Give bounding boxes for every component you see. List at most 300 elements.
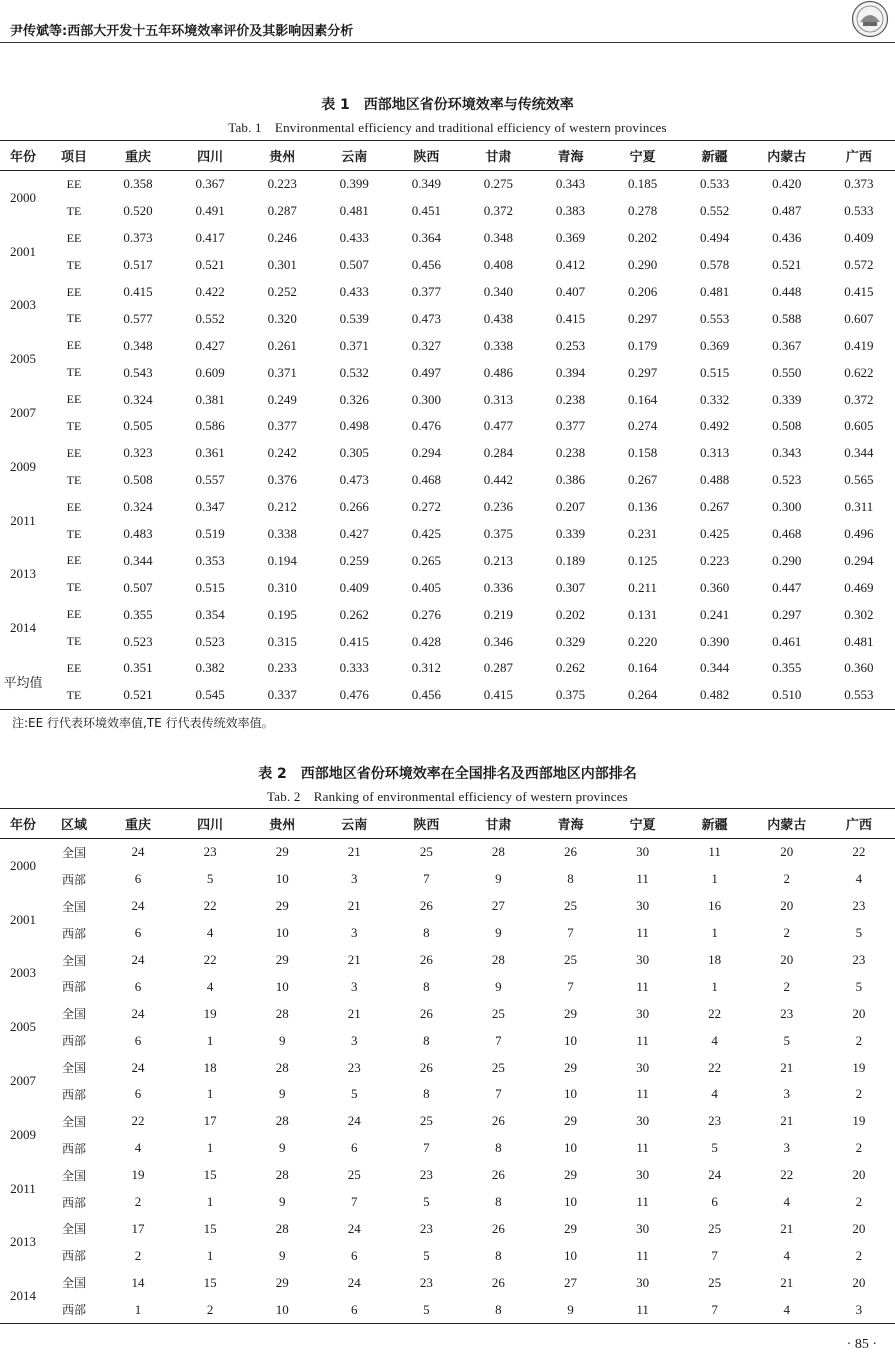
value-cell: 0.447 xyxy=(772,579,802,595)
value-cell: 7 xyxy=(711,1301,718,1317)
value-cell: 11 xyxy=(636,1194,649,1210)
value-cell: 0.412 xyxy=(555,257,586,273)
value-cell: 15 xyxy=(203,1167,217,1183)
value-cell: 6 xyxy=(134,978,142,994)
item-cell: TE xyxy=(66,526,82,541)
item-cell: TE xyxy=(66,418,82,433)
table-row xyxy=(0,171,895,198)
value-cell: 29 xyxy=(564,1005,577,1021)
value-cell: 8 xyxy=(423,1032,430,1048)
year-cell: 2001 xyxy=(10,243,36,259)
value-cell: 9 xyxy=(495,871,502,887)
item-cell: EE xyxy=(66,176,82,191)
value-cell: 0.473 xyxy=(339,472,369,488)
value-cell: 8 xyxy=(423,925,430,941)
value-cell: 0.315 xyxy=(267,633,297,649)
table-row xyxy=(0,1135,895,1162)
value-cell: 0.219 xyxy=(483,606,514,622)
value-cell: 25 xyxy=(564,898,577,914)
value-cell: 20 xyxy=(852,1220,866,1236)
value-cell: 30 xyxy=(636,1220,650,1236)
column-header: 四川 xyxy=(197,150,224,165)
value-cell: 0.476 xyxy=(339,687,369,703)
value-cell: 21 xyxy=(347,898,361,914)
value-cell: 0.433 xyxy=(339,230,369,246)
column-header: 宁夏 xyxy=(629,818,656,833)
item-cell: TE xyxy=(66,634,82,649)
value-cell: 11 xyxy=(636,978,649,994)
value-cell: 8 xyxy=(495,1140,502,1156)
value-cell: 7 xyxy=(423,871,430,887)
value-cell: 26 xyxy=(491,1274,505,1290)
value-cell: 5 xyxy=(423,1301,430,1317)
value-cell: 1 xyxy=(711,871,718,887)
item-cell: EE xyxy=(66,392,82,407)
value-cell: 26 xyxy=(491,1113,505,1129)
value-cell: 30 xyxy=(636,1113,650,1129)
value-cell: 0.442 xyxy=(483,472,514,488)
value-cell: 30 xyxy=(636,1059,650,1075)
value-cell: 0.609 xyxy=(195,364,225,380)
value-cell: 3 xyxy=(351,1032,358,1048)
value-cell: 2 xyxy=(855,1247,863,1263)
value-cell: 0.507 xyxy=(339,257,369,273)
value-cell: 0.373 xyxy=(123,230,153,246)
value-cell: 0.494 xyxy=(700,230,730,246)
column-header: 新疆 xyxy=(701,818,728,833)
value-cell: 11 xyxy=(636,1247,649,1263)
value-cell: 9 xyxy=(278,1032,286,1048)
value-cell: 30 xyxy=(636,1005,650,1021)
value-cell: 0.369 xyxy=(555,230,586,246)
column-header: 新疆 xyxy=(701,150,728,165)
year-cell: 2000 xyxy=(10,857,36,873)
value-cell: 0.415 xyxy=(555,310,586,326)
value-cell: 0.164 xyxy=(627,660,658,676)
table1-caption-cn: 表 1 西部地区省份环境效率与传统效率 xyxy=(321,97,574,113)
value-cell: 0.305 xyxy=(339,445,369,461)
table-row xyxy=(0,947,895,974)
value-cell: 0.290 xyxy=(627,257,658,273)
table-row xyxy=(0,547,895,574)
value-cell: 10 xyxy=(275,1301,289,1317)
value-cell: 0.523 xyxy=(123,633,153,649)
value-cell: 0.338 xyxy=(267,526,297,542)
table-row xyxy=(0,1215,895,1242)
value-cell: 6 xyxy=(134,1032,142,1048)
value-cell: 0.326 xyxy=(339,391,369,407)
value-cell: 0.469 xyxy=(844,579,874,595)
table1-header-row xyxy=(0,141,895,171)
value-cell: 0.505 xyxy=(123,418,153,434)
column-header: 广西 xyxy=(845,818,872,833)
value-cell: 24 xyxy=(131,898,145,914)
value-cell: 0.339 xyxy=(772,391,802,407)
value-cell: 0.361 xyxy=(195,445,225,461)
value-cell: 10 xyxy=(564,1247,577,1263)
value-cell: 6 xyxy=(711,1194,718,1210)
value-cell: 24 xyxy=(347,1220,361,1236)
value-cell: 0.515 xyxy=(700,364,730,380)
value-cell: 0.324 xyxy=(123,499,153,515)
value-cell: 24 xyxy=(347,1274,361,1290)
year-cell: 2009 xyxy=(10,1126,36,1142)
column-header: 广西 xyxy=(845,150,872,165)
value-cell: 0.213 xyxy=(483,552,514,568)
year-cell: 2013 xyxy=(10,566,36,582)
value-cell: 0.294 xyxy=(411,445,441,461)
value-cell: 0.383 xyxy=(555,203,586,219)
value-cell: 0.364 xyxy=(411,230,441,246)
value-cell: 0.519 xyxy=(195,526,225,542)
value-cell: 6 xyxy=(134,1086,142,1102)
column-header: 年份 xyxy=(9,818,36,833)
value-cell: 2 xyxy=(206,1301,214,1317)
value-cell: 0.340 xyxy=(483,284,514,299)
value-cell: 0.297 xyxy=(627,364,658,380)
running-head: 尹传斌等:西部大开发十五年环境效率评价及其影响因素分析 xyxy=(10,24,354,39)
value-cell: 7 xyxy=(351,1194,358,1210)
item-cell: 全国 xyxy=(61,1168,86,1183)
value-cell: 0.223 xyxy=(267,176,297,192)
year-cell: 2011 xyxy=(10,1180,36,1196)
value-cell: 7 xyxy=(495,1086,502,1102)
table-row xyxy=(0,682,895,709)
value-cell: 15 xyxy=(203,1220,217,1236)
table-row xyxy=(0,1054,895,1081)
value-cell: 0.425 xyxy=(700,526,730,542)
value-cell: 0.262 xyxy=(555,660,586,676)
value-cell: 3 xyxy=(783,1140,790,1156)
value-cell: 3 xyxy=(351,871,358,887)
item-cell: 西部 xyxy=(61,1303,86,1318)
value-cell: 0.372 xyxy=(483,203,514,219)
value-cell: 0.290 xyxy=(772,552,802,568)
year-cell: 2013 xyxy=(10,1234,36,1250)
value-cell: 0.545 xyxy=(195,687,225,703)
value-cell: 9 xyxy=(278,1140,286,1156)
value-cell: 0.521 xyxy=(123,687,153,703)
column-header: 区域 xyxy=(60,818,87,833)
value-cell: 0.461 xyxy=(772,633,802,649)
value-cell: 0.136 xyxy=(627,499,658,515)
column-header: 重庆 xyxy=(125,818,152,833)
value-cell: 1 xyxy=(206,1032,214,1048)
value-cell: 0.491 xyxy=(195,203,225,219)
value-cell: 0.266 xyxy=(339,499,369,515)
table1-caption-en: Tab. 1 Environmental efficiency and traditional efficiency of western provinces xyxy=(228,120,667,135)
value-cell: 0.360 xyxy=(700,579,730,595)
value-cell: 2 xyxy=(783,925,790,941)
value-cell: 20 xyxy=(852,1005,866,1021)
value-cell: 0.381 xyxy=(195,391,225,407)
value-cell: 23 xyxy=(419,1167,433,1183)
value-cell: 21 xyxy=(780,1059,794,1075)
value-cell: 4 xyxy=(206,925,214,941)
column-header: 陕西 xyxy=(413,818,440,833)
value-cell: 0.482 xyxy=(700,687,730,703)
table-row xyxy=(0,920,895,947)
column-header: 重庆 xyxy=(125,150,152,165)
table-row xyxy=(0,973,895,1000)
value-cell: 25 xyxy=(491,1005,505,1021)
value-cell: 0.425 xyxy=(411,526,441,542)
value-cell: 0.477 xyxy=(483,418,514,434)
column-header: 青海 xyxy=(557,150,584,165)
value-cell: 0.622 xyxy=(844,364,874,380)
value-cell: 2 xyxy=(783,978,790,994)
value-cell: 0.253 xyxy=(555,337,586,353)
value-cell: 0.553 xyxy=(844,687,874,703)
table-row xyxy=(0,413,895,440)
value-cell: 25 xyxy=(419,1113,433,1129)
value-cell: 22 xyxy=(852,844,866,860)
value-cell: 0.578 xyxy=(700,257,730,273)
value-cell: 0.343 xyxy=(772,445,802,461)
value-cell: 21 xyxy=(347,1005,361,1021)
table-row xyxy=(0,655,895,682)
value-cell: 0.487 xyxy=(772,203,802,219)
table2-header-row xyxy=(0,809,895,839)
value-cell: 0.284 xyxy=(483,445,514,461)
value-cell: 7 xyxy=(567,978,574,994)
value-cell: 0.533 xyxy=(844,203,874,219)
value-cell: 0.238 xyxy=(555,445,586,461)
value-cell: 0.238 xyxy=(555,391,586,407)
table-row xyxy=(0,252,895,279)
table-row xyxy=(0,601,895,628)
value-cell: 10 xyxy=(564,1140,577,1156)
value-cell: 0.456 xyxy=(411,257,441,273)
item-cell: 全国 xyxy=(61,1276,86,1291)
year-cell: 2003 xyxy=(10,965,36,981)
year-cell: 2001 xyxy=(10,911,36,927)
value-cell: 1 xyxy=(206,1140,214,1156)
value-cell: 0.336 xyxy=(483,579,514,595)
value-cell: 10 xyxy=(564,1086,577,1102)
value-cell: 0.371 xyxy=(267,364,297,380)
value-cell: 11 xyxy=(636,871,649,887)
value-cell: 11 xyxy=(708,844,721,860)
item-cell: EE xyxy=(66,660,82,675)
year-cell: 2005 xyxy=(10,1019,36,1035)
column-header: 内蒙古 xyxy=(767,150,807,165)
table-row xyxy=(0,386,895,413)
item-cell: TE xyxy=(66,687,82,702)
table2-caption-cn: 表 2 西部地区省份环境效率在全国排名及西部地区内部排名 xyxy=(258,766,637,782)
value-cell: 27 xyxy=(564,1274,577,1290)
value-cell: 7 xyxy=(423,1140,430,1156)
column-header: 云南 xyxy=(341,818,368,833)
value-cell: 19 xyxy=(852,1059,866,1075)
value-cell: 0.510 xyxy=(772,687,802,703)
value-cell: 18 xyxy=(203,1059,217,1075)
item-cell: EE xyxy=(66,230,82,245)
value-cell: 4 xyxy=(711,1032,718,1048)
value-cell: 0.231 xyxy=(627,526,658,542)
journal-seal-icon xyxy=(851,0,889,38)
value-cell: 26 xyxy=(491,1167,505,1183)
item-cell: 全国 xyxy=(61,1061,86,1076)
table-row xyxy=(0,1000,895,1027)
value-cell: 30 xyxy=(636,898,650,914)
item-cell: TE xyxy=(66,257,82,272)
value-cell: 0.337 xyxy=(267,687,297,703)
value-cell: 0.577 xyxy=(123,310,153,326)
value-cell: 0.207 xyxy=(555,499,586,515)
value-cell: 1 xyxy=(206,1194,214,1210)
value-cell: 0.417 xyxy=(195,230,225,246)
value-cell: 0.517 xyxy=(123,257,153,273)
value-cell: 0.407 xyxy=(555,284,586,299)
column-header: 甘肃 xyxy=(485,150,512,165)
page-number: · 85 · xyxy=(846,1337,877,1352)
table-row xyxy=(0,1242,895,1269)
value-cell: 0.344 xyxy=(700,660,730,676)
value-cell: 6 xyxy=(134,871,142,887)
value-cell: 0.438 xyxy=(483,310,514,326)
value-cell: 23 xyxy=(419,1220,433,1236)
item-cell: 西部 xyxy=(61,1034,86,1049)
value-cell: 0.394 xyxy=(555,364,586,380)
value-cell: 20 xyxy=(780,952,794,967)
value-cell: 0.390 xyxy=(700,633,730,649)
value-cell: 26 xyxy=(564,844,577,860)
table1 xyxy=(0,140,895,710)
value-cell: 0.373 xyxy=(844,176,874,192)
value-cell: 0.212 xyxy=(267,499,297,515)
value-cell: 5 xyxy=(423,1247,430,1263)
value-cell: 21 xyxy=(780,1274,794,1290)
value-cell: 4 xyxy=(783,1247,790,1263)
value-cell: 0.348 xyxy=(483,230,514,246)
value-cell: 5 xyxy=(423,1194,430,1210)
table-row xyxy=(0,359,895,386)
value-cell: 0.347 xyxy=(195,499,225,515)
value-cell: 27 xyxy=(491,898,505,914)
value-cell: 0.125 xyxy=(627,552,658,568)
value-cell: 3 xyxy=(783,1086,790,1102)
value-cell: 0.521 xyxy=(195,257,225,273)
value-cell: 0.605 xyxy=(844,418,874,434)
value-cell: 0.586 xyxy=(195,418,225,434)
table-row xyxy=(0,1081,895,1108)
value-cell: 0.275 xyxy=(483,176,514,192)
value-cell: 7 xyxy=(495,1032,502,1048)
item-cell: 全国 xyxy=(61,899,86,914)
value-cell: 0.360 xyxy=(844,660,874,676)
item-cell: 全国 xyxy=(61,845,86,860)
value-cell: 0.206 xyxy=(627,284,658,299)
value-cell: 0.300 xyxy=(411,391,441,407)
value-cell: 4 xyxy=(855,871,863,887)
value-cell: 0.252 xyxy=(267,284,297,299)
value-cell: 0.313 xyxy=(483,391,514,407)
value-cell: 6 xyxy=(351,1247,358,1263)
value-cell: 0.543 xyxy=(123,364,153,380)
value-cell: 0.508 xyxy=(772,418,802,434)
value-cell: 0.327 xyxy=(411,337,441,353)
value-cell: 28 xyxy=(491,952,505,967)
value-cell: 0.246 xyxy=(267,230,297,246)
value-cell: 24 xyxy=(131,844,145,860)
value-cell: 0.533 xyxy=(700,176,730,192)
value-cell: 0.344 xyxy=(844,445,874,461)
value-cell: 0.507 xyxy=(123,579,153,595)
value-cell: 9 xyxy=(278,1194,286,1210)
value-cell: 0.497 xyxy=(411,364,441,380)
item-cell: EE xyxy=(66,607,82,622)
value-cell: 10 xyxy=(564,1032,577,1048)
value-cell: 0.338 xyxy=(483,337,514,353)
value-cell: 19 xyxy=(203,1005,217,1021)
value-cell: 0.344 xyxy=(123,552,153,568)
table-row xyxy=(0,1027,895,1054)
value-cell: 30 xyxy=(636,1274,650,1290)
value-cell: 5 xyxy=(783,1032,790,1048)
value-cell: 8 xyxy=(567,871,574,887)
value-cell: 0.353 xyxy=(195,552,225,568)
value-cell: 0.553 xyxy=(700,310,730,326)
item-cell: EE xyxy=(66,445,82,460)
year-cell: 平均值 xyxy=(3,675,43,691)
column-header: 甘肃 xyxy=(485,818,512,833)
value-cell: 0.164 xyxy=(627,391,658,407)
value-cell: 0.355 xyxy=(772,660,802,676)
value-cell: 3 xyxy=(351,978,358,994)
table-row xyxy=(0,866,895,893)
value-cell: 0.415 xyxy=(483,687,514,703)
value-cell: 0.294 xyxy=(844,552,874,568)
value-cell: 0.481 xyxy=(339,203,369,219)
value-cell: 26 xyxy=(419,898,433,914)
value-cell: 0.415 xyxy=(123,284,153,299)
value-cell: 0.498 xyxy=(339,418,369,434)
value-cell: 28 xyxy=(491,844,505,860)
item-cell: 西部 xyxy=(61,872,86,887)
table2-caption-en: Tab. 2 Ranking of environmental efficiency of western provinces xyxy=(267,789,628,804)
value-cell: 0.261 xyxy=(267,337,297,353)
value-cell: 0.195 xyxy=(267,606,297,622)
column-header: 贵州 xyxy=(269,150,296,165)
value-cell: 11 xyxy=(636,925,649,941)
value-cell: 11 xyxy=(636,1301,649,1317)
value-cell: 4 xyxy=(783,1194,790,1210)
value-cell: 0.349 xyxy=(411,176,441,192)
table-row xyxy=(0,1162,895,1189)
value-cell: 25 xyxy=(491,1059,505,1075)
value-cell: 0.428 xyxy=(411,633,441,649)
item-cell: 全国 xyxy=(61,1007,86,1022)
value-cell: 29 xyxy=(275,952,289,967)
value-cell: 0.274 xyxy=(627,418,658,434)
column-header: 青海 xyxy=(557,818,584,833)
year-cell: 2003 xyxy=(10,297,36,313)
value-cell: 26 xyxy=(419,952,433,967)
value-cell: 17 xyxy=(203,1113,217,1129)
value-cell: 5 xyxy=(351,1086,358,1102)
value-cell: 29 xyxy=(275,844,289,860)
item-cell: EE xyxy=(66,553,82,568)
table-row xyxy=(0,1269,895,1296)
value-cell: 9 xyxy=(495,978,502,994)
value-cell: 0.552 xyxy=(195,310,225,326)
value-cell: 30 xyxy=(636,844,650,860)
table-row xyxy=(0,521,895,548)
value-cell: 0.539 xyxy=(339,310,369,326)
value-cell: 0.422 xyxy=(195,284,225,299)
value-cell: 0.415 xyxy=(844,284,874,299)
